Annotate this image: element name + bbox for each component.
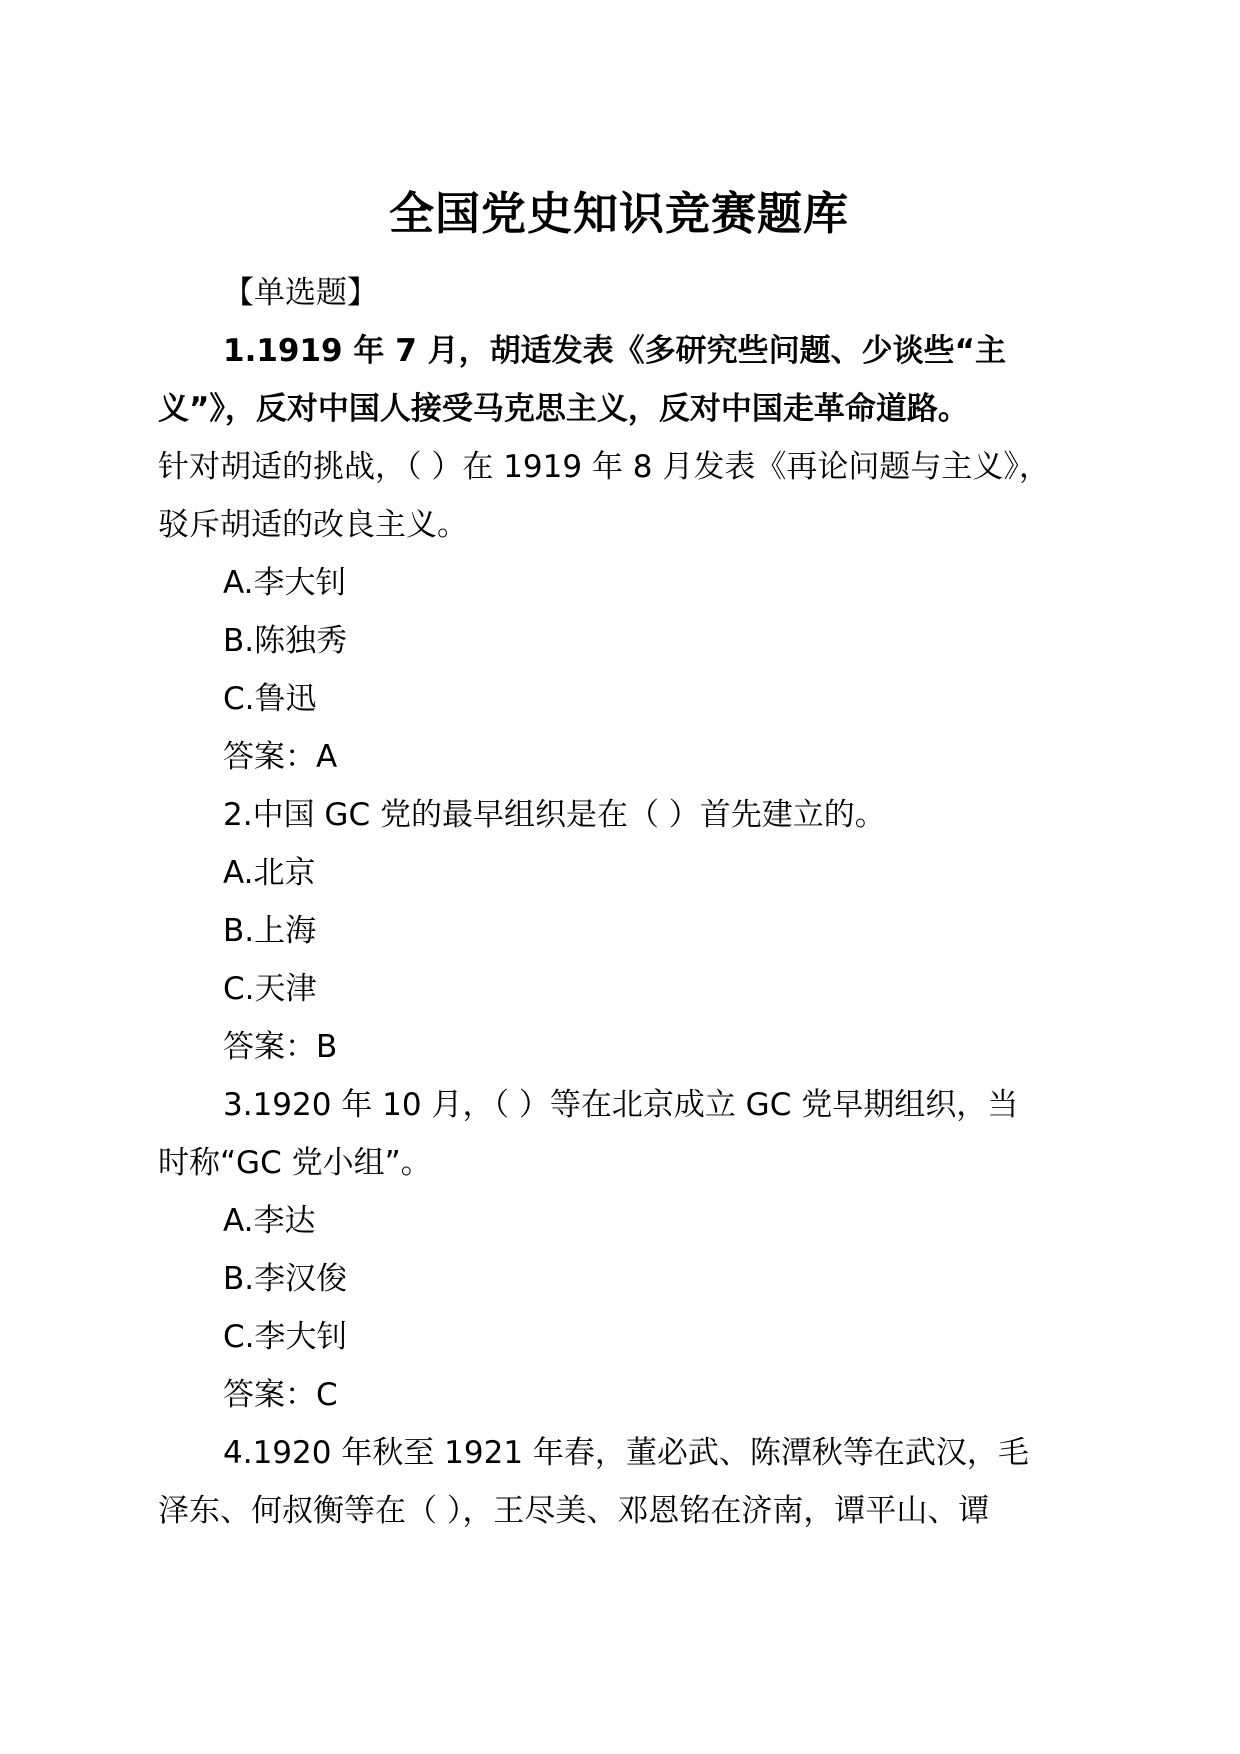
question-3-option-c: C.李大钊 (223, 1319, 348, 1355)
question-2-answer: 答案：B (223, 1029, 338, 1065)
question-1-line-4: 驳斥胡适的改良主义。 (158, 507, 468, 543)
question-1 (158, 322, 1080, 554)
question-1-line-1: 1.1919 年 7 月，胡适发表《多研究些问题、少谈些“主 (223, 333, 1006, 369)
section-heading: 【单选题】 (223, 275, 378, 311)
question-1-line-2: 义”》，反对中国人接受马克思主义，反对中国走革命道路。 (158, 391, 969, 427)
question-2-option-b: B.上海 (223, 913, 317, 949)
question-2-option-a: A.北京 (223, 855, 316, 891)
question-4 (158, 1424, 1080, 1540)
question-1-answer: 答案：A (223, 739, 338, 775)
question-3-answer: 答案：C (223, 1377, 338, 1413)
document-body (158, 264, 1080, 1540)
question-2: 2.中国 GC 党的最早组织是在（ ）首先建立的。 (223, 797, 886, 833)
question-3-option-b: B.李汉俊 (223, 1261, 348, 1297)
question-3-option-a: A.李达 (223, 1203, 316, 1239)
question-1-option-b: B.陈独秀 (223, 623, 348, 659)
question-1-option-a: A.李大钊 (223, 565, 347, 601)
question-3-line-1: 3.1920 年 10 月，（ ）等在北京成立 GC 党早期组织，当 (223, 1087, 1019, 1123)
question-4-line-2: 泽东、何叔衡等在（ ），王尽美、邓恩铭在济南，谭平山、谭 (158, 1493, 990, 1529)
question-1-line-3: 针对胡适的挑战，（ ）在 1919 年 8 月发表《再论问题与主义》， (158, 449, 1050, 485)
question-2-option-c: C.天津 (223, 971, 317, 1007)
question-4-line-1: 4.1920 年秋至 1921 年春，董必武、陈潭秋等在武汉，毛 (223, 1435, 1029, 1471)
question-3-line-2: 时称“GC 党小组”。 (158, 1145, 432, 1181)
page-title: 全国党史知识竞赛题库 (388, 187, 849, 240)
question-1-option-c: C.鲁迅 (223, 681, 317, 717)
question-3 (158, 1076, 1080, 1192)
